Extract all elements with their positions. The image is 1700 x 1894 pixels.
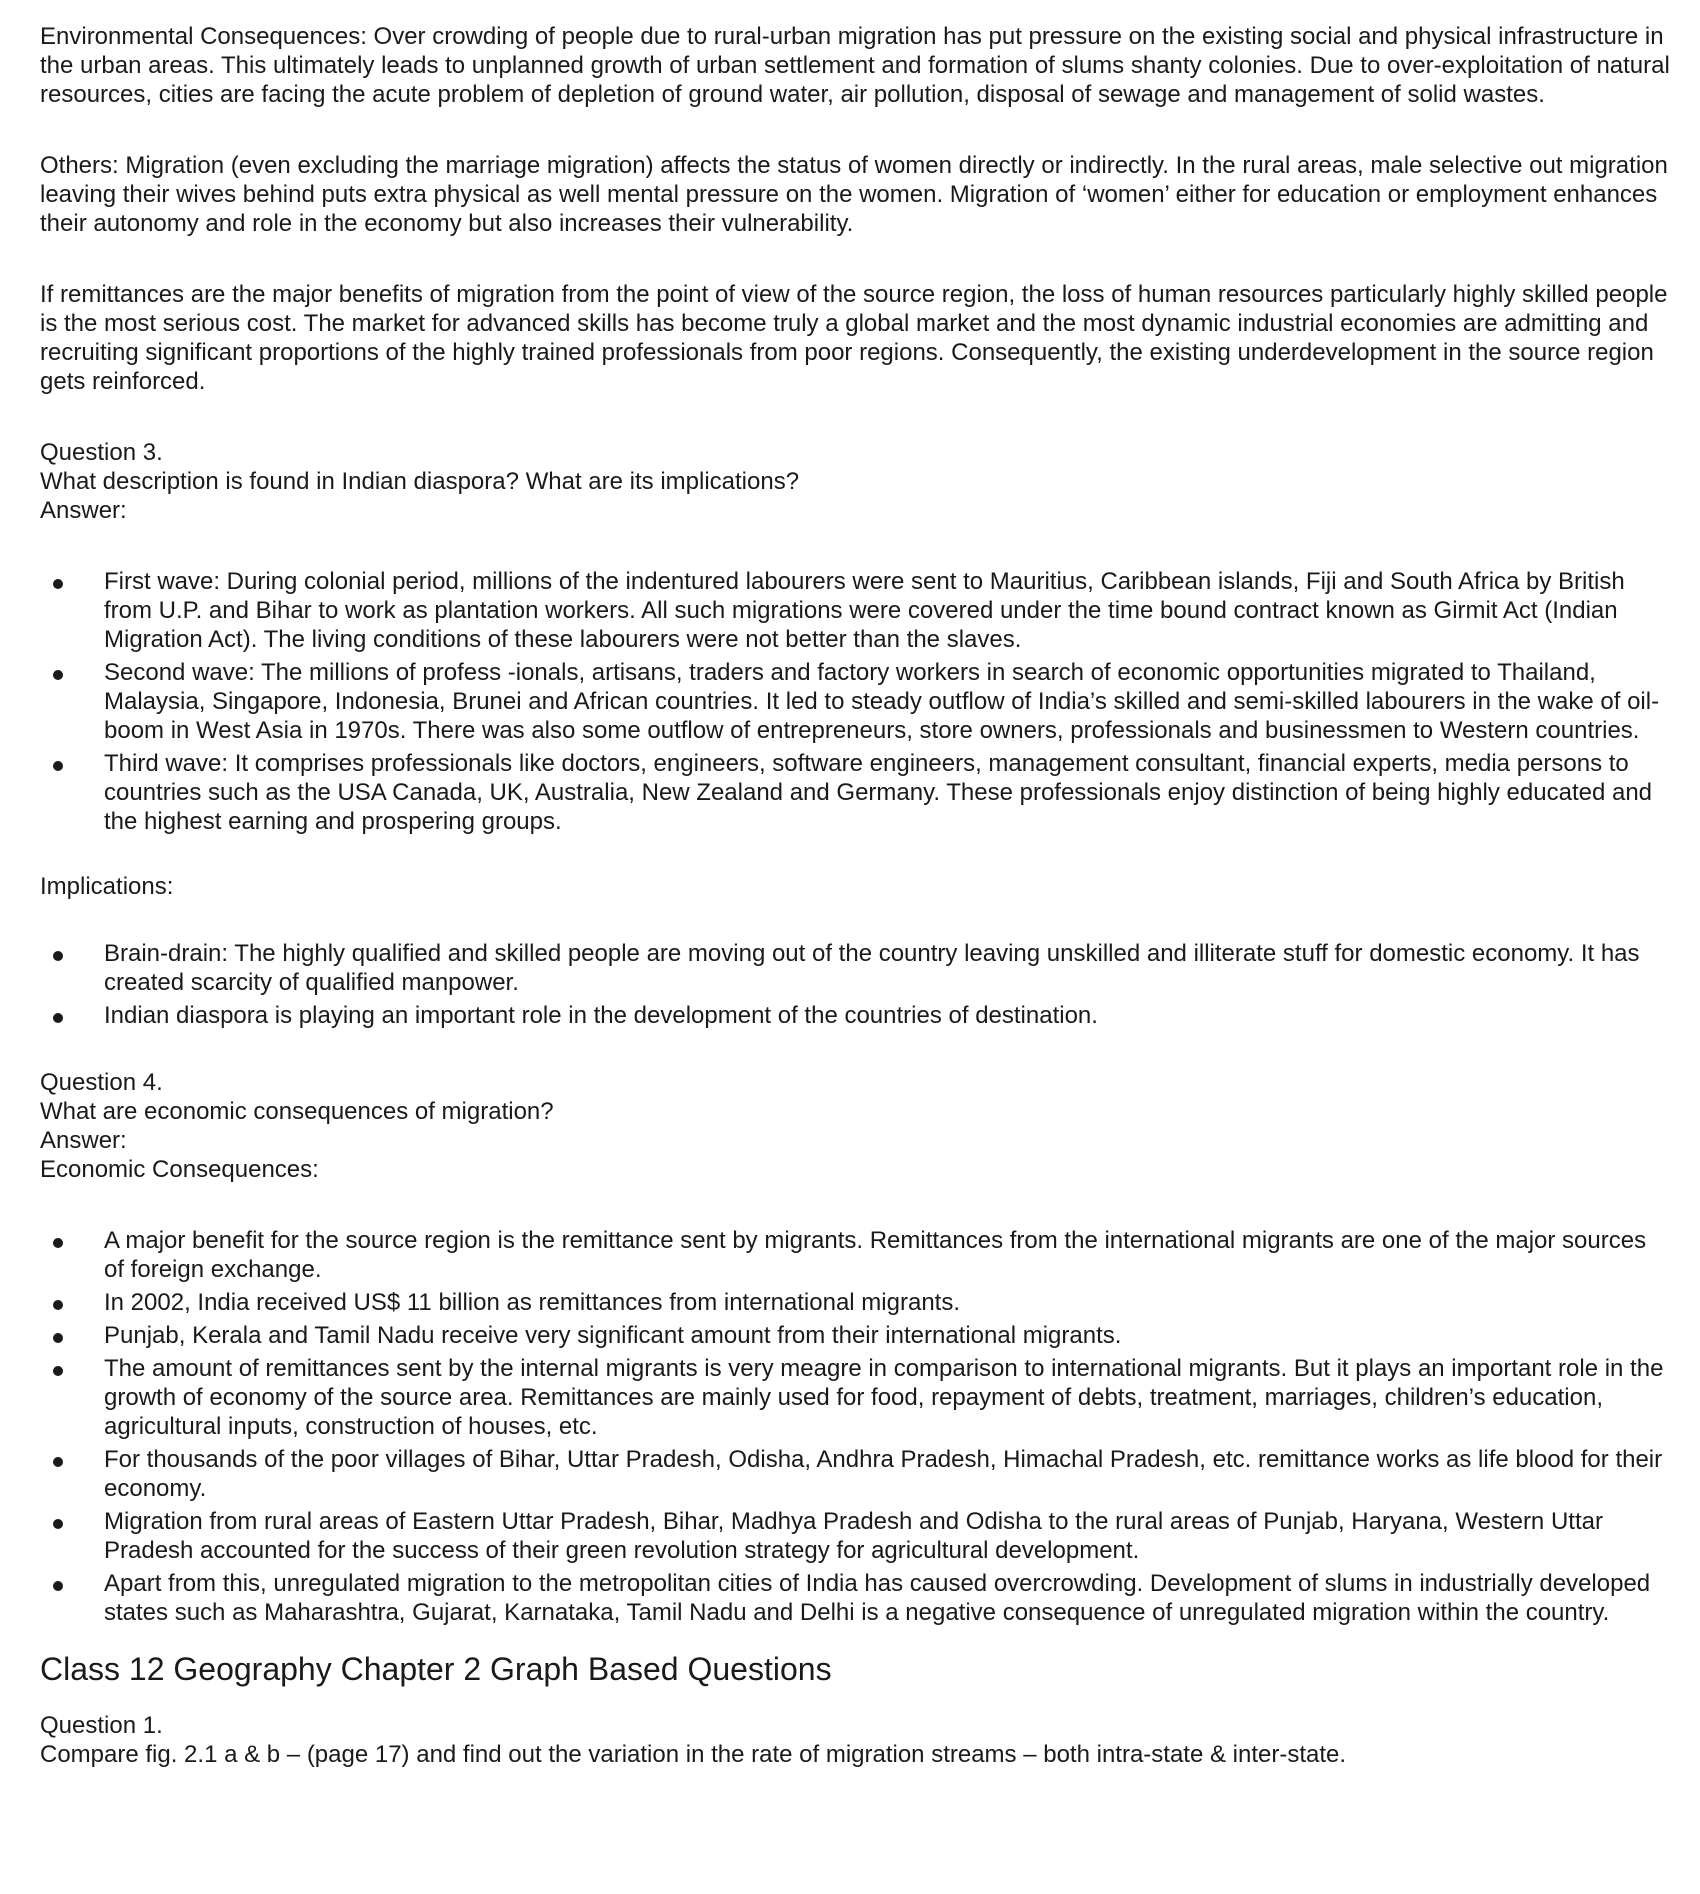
question-3-number: Question 3.	[40, 439, 163, 466]
graph-question-1-text: Compare fig. 2.1 a & b – (page 17) and find out the variation in the rate of migration streams – both intra-state & inter-state.	[40, 1741, 1347, 1768]
implications-list	[40, 939, 1670, 1030]
bullet-icon	[53, 1457, 63, 1467]
bullet-icon	[53, 1366, 63, 1376]
list-item-text: First wave: During colonial period, millions of the indentured labourers were sent to Mauritius, Caribbean islands, Fiji and South Africa by British from U.P. and Bihar to work as plantation workers. All such migrations were covered under the time bound contract known as Girmit Act (Indian Migration Act). The living conditions of these labourers were not better than the slaves.	[104, 568, 1625, 653]
paragraph-environmental-consequences: Environmental Consequences: Over crowding of people due to rural-urban migration has put pressure on the existing social and physical infrastructure in the urban areas. This ultimately leads to unplanned growth of urban settlement and formation of slums shanty colonies. Due to over-exploitation of natural resources, cities are facing the acute problem of depletion of ground water, air pollution, disposal of sewage and management of solid wastes.	[40, 23, 1670, 108]
list-item	[40, 1445, 1670, 1503]
list-item-text: For thousands of the poor villages of Bihar, Uttar Pradesh, Odisha, Andhra Pradesh, Himachal Pradesh, etc. remittance works as life blood for their economy.	[104, 1446, 1663, 1502]
bullet-icon	[53, 1519, 63, 1529]
question-4-number: Question 4.	[40, 1069, 163, 1096]
list-item	[40, 1507, 1670, 1565]
list-item	[40, 1288, 1670, 1317]
bullet-icon	[53, 1013, 63, 1023]
section-heading: Class 12 Geography Chapter 2 Graph Based Questions	[40, 1651, 832, 1687]
diaspora-waves-list	[40, 567, 1670, 836]
bullet-icon	[53, 1300, 63, 1310]
list-item	[40, 1226, 1670, 1284]
list-item-text: Second wave: The millions of profess -ionals, artisans, traders and factory workers in search of economic opportunities migrated to Thailand, Malaysia, Singapore, Indonesia, Brunei and African countries. It led to steady outflow of India’s skilled and semi-skilled labourers in the wake of oil-boom in West Asia in 1970s. There was also some outflow of entrepreneurs, store owners, professionals and businessmen to Western countries.	[104, 659, 1660, 744]
list-item	[40, 658, 1670, 745]
document-page	[40, 22, 1670, 1769]
bullet-icon	[53, 579, 63, 589]
implications-label: Implications:	[40, 873, 174, 900]
question-4-answer-label: Answer:	[40, 1127, 127, 1154]
list-item	[40, 567, 1670, 654]
bullet-icon	[53, 1581, 63, 1591]
paragraph-others: Others: Migration (even excluding the marriage migration) affects the status of women directly or indirectly. In the rural areas, male selective out migration leaving their wives behind puts extra physical as well mental pressure on the women. Migration of ‘women’ either for education or employment enhances their autonomy and role in the economy but also increases their vulnerability.	[40, 152, 1668, 237]
economic-consequences-label: Economic Consequences:	[40, 1156, 319, 1183]
list-item-text: The amount of remittances sent by the internal migrants is very meagre in comparison to international migrants. But it plays an important role in the growth of economy of the source area. Remittances are mainly used for food, repayment of debts, treatment, marriages, children’s education, agricultural inputs, construction of houses, etc.	[104, 1355, 1664, 1440]
bullet-icon	[53, 951, 63, 961]
graph-question-1-number: Question 1.	[40, 1712, 163, 1739]
bullet-icon	[53, 1238, 63, 1248]
list-item	[40, 749, 1670, 836]
list-item	[40, 1569, 1670, 1627]
question-3-block	[40, 438, 1670, 525]
list-item	[40, 1321, 1670, 1350]
list-item-text: Third wave: It comprises professionals like doctors, engineers, software engineers, management consultant, financial experts, media persons to countries such as the USA Canada, UK, Australia, New Zealand and Germany. These professionals enjoy distinction of being highly educated and the highest earning and prospering groups.	[104, 750, 1653, 835]
list-item-text: In 2002, India received US$ 11 billion as remittances from international migrants.	[104, 1289, 960, 1316]
bullet-icon	[53, 1333, 63, 1343]
list-item-text: Indian diaspora is playing an important role in the development of the countries of destination.	[104, 1002, 1098, 1029]
list-item	[40, 939, 1670, 997]
list-item-text: A major benefit for the source region is the remittance sent by migrants. Remittances from the international migrants are one of the major sources of foreign exchange.	[104, 1227, 1647, 1283]
list-item-text: Apart from this, unregulated migration to the metropolitan cities of India has caused overcrowding. Development of slums in industrially developed states such as Maharashtra, Gujarat, Karnataka, Tamil Nadu and Delhi is a negative consequence of unregulated migration within the country.	[104, 1570, 1651, 1626]
list-item-text: Brain-drain: The highly qualified and skilled people are moving out of the country leaving unskilled and illiterate stuff for domestic economy. It has created scarcity of qualified manpower.	[104, 940, 1640, 996]
paragraph-remittances: If remittances are the major benefits of migration from the point of view of the source region, the loss of human resources particularly highly skilled people is the most serious cost. The market for advanced skills has become truly a global market and the most dynamic industrial economies are admitting and recruiting significant proportions of the highly trained professionals from poor regions. Consequently, the existing underdevelopment in the source region gets reinforced.	[40, 281, 1668, 395]
question-4-block	[40, 1068, 1670, 1184]
question-4-text: What are economic consequences of migration?	[40, 1098, 554, 1125]
graph-question-1-block	[40, 1711, 1670, 1769]
list-item-text: Punjab, Kerala and Tamil Nadu receive very significant amount from their international migrants.	[104, 1322, 1122, 1349]
economic-consequences-list	[40, 1226, 1670, 1627]
list-item-text: Migration from rural areas of Eastern Uttar Pradesh, Bihar, Madhya Pradesh and Odisha to the rural areas of Punjab, Haryana, Western Uttar Pradesh accounted for the success of their green revolution strategy for agricultural development.	[104, 1508, 1603, 1564]
question-3-text: What description is found in Indian diaspora? What are its implications?	[40, 468, 800, 495]
bullet-icon	[53, 670, 63, 680]
bullet-icon	[53, 761, 63, 771]
question-3-answer-label: Answer:	[40, 497, 127, 524]
list-item	[40, 1001, 1670, 1030]
list-item	[40, 1354, 1670, 1441]
